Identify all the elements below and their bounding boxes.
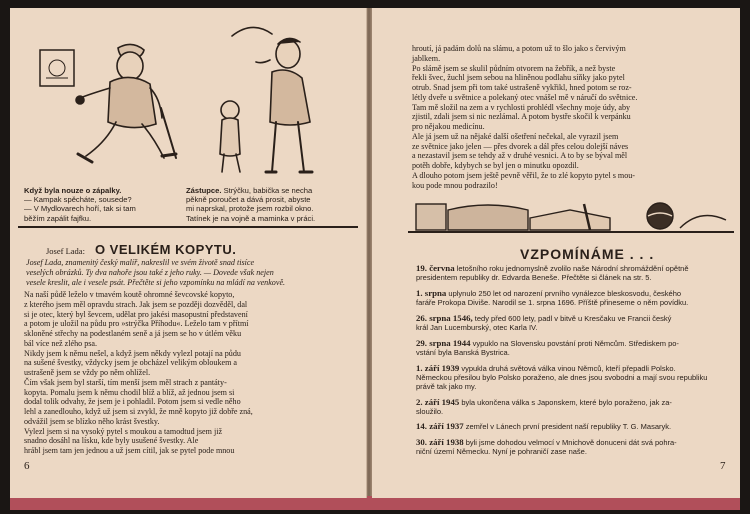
- body-line: snadno dosáhl na lísku, kde byly usušené švestky. Ale: [24, 436, 199, 446]
- body-line: létly dveře u světnice a polekaný otec vnášel mě v náručí do světnice.: [412, 92, 638, 102]
- body-line: z kterého jsem měl opravdu strach. Jak jsem se později dozvěděl, dal: [24, 299, 248, 309]
- body-line: skloněné střechy na podestlaném seně a já jsem se ho v útlém věku: [24, 329, 242, 338]
- entry-text: byli jsme dohodou velmocí v Mnichově donuceni dát svá pohra-: [463, 438, 677, 447]
- body-line: ustrašeně jsem se vždy po něm ohlížel.: [24, 368, 151, 377]
- entry-text: vypukla druhá světová válka vinou Němců, kteří přepadli Polsko.: [459, 364, 676, 373]
- entry-date: 30. září 1938: [416, 437, 464, 447]
- memories-heading: VZPOMÍNÁME . . .: [520, 246, 655, 262]
- entry-text: letošního roku jednomyslně zvolilo naše Národní shromáždění opětně: [454, 264, 689, 273]
- caption-matches-title: Když byla nouze o zápalky.: [24, 186, 122, 195]
- right-page: [372, 8, 740, 498]
- body-line: a potom je uložil na půdu pro »strýčka Příhodu«. Leželo tam v přítmí: [24, 319, 249, 329]
- body-line: řekli švec, žuchl jsem sebou na hliněnou podlahu síňky jako pytel: [412, 73, 625, 83]
- running-man-illustration: [58, 38, 188, 183]
- body-line: ze světnice jako jelen — přes dvorek a dál přes celou dolejší náves: [412, 141, 629, 151]
- body-line: lehl a zanedlouho, když už jsem si zvykl, že mně kopyto již dobře zná,: [24, 407, 253, 416]
- book-cover-edge: [10, 496, 740, 510]
- body-line: kopyta. Pomalu jsem k němu chodil blíž a blíž, až jednou jsem si: [24, 387, 235, 397]
- body-line: A dlouho potom jsem ještě pevně věřil, že to zlé kopyto pytel s mou-: [412, 170, 635, 180]
- caption-line: mi naprskal, protože jsem rozbil okno.: [186, 204, 314, 214]
- caption-line: pěkně poroučet a dává prosit, abyste: [186, 195, 311, 205]
- memories-banner-illustration: [408, 198, 734, 242]
- entry-date: 1. září 1939: [416, 363, 460, 373]
- intro-line: vesele kreslit, ale i vesele psát. Přečtěte si jeho vzpomínku na mládí na venkově.: [26, 277, 286, 287]
- entry-date: 29. srpna 1944: [416, 338, 471, 348]
- memory-entry: [416, 289, 736, 308]
- body-line: Čím však jsem byl starší, tím menší jsem měl strach z pantáty-: [24, 377, 227, 387]
- caption-line: Tatínek je na vojně a maminka v práci.: [186, 213, 316, 223]
- body-line: hrábl jsem tam jen jednou a už jsem cítil, jak se pytel pode mnou: [24, 446, 235, 455]
- article-author: Josef Lada:: [46, 246, 85, 256]
- article-title: O VELIKÉM KOPYTU.: [94, 242, 237, 257]
- body-line: dodal tolik odvahy, že jsem je i pohladil. Potom jsem si vedle něho: [24, 397, 241, 407]
- entry-text: král Jan Lucemburský, otec Karla IV.: [416, 322, 538, 332]
- entry-text: byla ukončena válka s Japonskem, které bylo poraženo, jak za-: [459, 398, 672, 407]
- body-line: na sušené švestky, vždycky jsem je obcházel velikým obloukem a: [24, 358, 238, 368]
- caption-line: — V Mydlovarech hoří, tak si tam: [24, 204, 136, 214]
- body-line: Vylezl jsem si na vysoký pytel s moukou a tamodtud jsem již: [24, 426, 223, 436]
- caption-line: Strýčku, babička se necha: [221, 186, 313, 195]
- entry-date: 1. srpna: [416, 288, 447, 298]
- body-line: Ale já jsem už na nějaké další ošetření nečekal, ale vyrazil jsem: [412, 131, 619, 141]
- article-intro: [26, 258, 285, 287]
- body-line: a nezastavil jsem se tehdy až v druhé vesnici. A to by se býval měl: [412, 151, 628, 161]
- body-line: si je otec, který byl ševcem, udělat pro jakési masopustní představení: [24, 309, 248, 319]
- intro-line: veselých obrázků. Ty dva nahoře jsou také z jeho ruky. — Dovede však nejen: [26, 267, 274, 277]
- caption-line: — Kampak spěcháte, sousede?: [24, 195, 132, 205]
- entry-date: 19. června: [416, 263, 455, 273]
- memory-entry: [416, 398, 736, 417]
- entry-date: 26. srpna 1546,: [416, 313, 473, 323]
- body-line: zjistil, zdali jsem si nic nezlámal. A potom bystře skočil k verpánku: [412, 112, 631, 122]
- memory-entry: [416, 264, 736, 283]
- entry-text: presidentem republiky dr. Edvarda Beneše. Přečtěte si článek na str. 5.: [416, 272, 652, 282]
- body-line: hroutí, já padám dolů na slámu, a potom už to šlo jako s červivým: [412, 44, 626, 53]
- page-number-left: 6: [24, 460, 30, 472]
- article-body-left: [24, 290, 253, 456]
- article-heading: [46, 241, 236, 259]
- caption-line: běžím zapálit fajfku.: [24, 213, 92, 223]
- entry-date: 14. září 1937: [416, 421, 464, 431]
- body-line: otrub. Snad jsem při tom také ustrašeně vykřikl, hned potom se roz-: [412, 83, 632, 92]
- article-body-right: [412, 44, 637, 190]
- body-line: kou pode mnou podrazilo!: [412, 180, 498, 190]
- memory-entry: [416, 339, 736, 358]
- entry-text: niční území Německu. Nyní je pohraničí zase naše.: [416, 446, 587, 456]
- body-line: odvážil jsem se blízko něho krást švestky.: [24, 416, 160, 426]
- memory-entry: [416, 314, 736, 333]
- caption-matches: [24, 186, 136, 223]
- entry-text: vstání byla Banská Bystrica.: [416, 347, 510, 357]
- caption-substitute-title: Zástupce.: [186, 186, 222, 195]
- entry-date: 2. září 1945: [416, 397, 460, 407]
- body-line: jablkem.: [412, 53, 441, 63]
- body-line: Nikdy jsem k němu nešel, a když jsem někdy vylezl potají na půdu: [24, 348, 241, 358]
- memory-entry: [416, 422, 736, 432]
- entry-text: Německou přesilou bylo Polsko poraženo, ale dnes jsou svobodni a mají svou republiku: [416, 372, 708, 382]
- divider-rule: [18, 226, 358, 228]
- memory-entry: [416, 364, 736, 392]
- caption-substitute: [186, 186, 315, 223]
- body-line: bál více než zlého psa.: [24, 338, 98, 348]
- body-line: potěh dobře, kdybych se byl jen o minutku opozdil.: [412, 161, 579, 170]
- memory-entry: [416, 438, 736, 457]
- entry-text: právě tak jako my.: [416, 381, 477, 391]
- entry-text: uplynulo 250 let od narození prvního vynálezce bleskosvodu, českého: [446, 289, 682, 298]
- entry-text: tedy před 600 lety, padl v bitvě u Kresčaku ve Francii český: [472, 314, 672, 323]
- left-page: [10, 8, 367, 498]
- body-line: Tam mě složil na zem a v rychlosti prohlédl všechny moje údy, aby: [412, 102, 631, 112]
- boy-and-man-illustration: [202, 26, 322, 184]
- body-line: pro nějakou medicínu.: [412, 122, 485, 131]
- entry-text: vypuklo na Slovensku povstání proti Němcům. Střediskem po-: [470, 339, 679, 348]
- entry-text: zemřel v Lánech první president naší republiky T. G. Masaryk.: [463, 422, 672, 431]
- entry-text: sloužilo.: [416, 406, 444, 416]
- intro-line: Josef Lada, znamenitý český malíř, nakreslil ve svém životě snad tisíce: [26, 258, 255, 267]
- entry-text: faráře Prokopa Diviše. Narodil se 1. srpna 1696. Příště přineseme o něm povídku.: [416, 297, 689, 307]
- page-number-right: 7: [720, 460, 726, 472]
- body-line: Po slámě jsem se skulil půdním otvorem na žebřík, a než byste: [412, 63, 616, 73]
- body-line: Na naší půdě leželo v tmavém koutě ohromné ševcovské kopyto,: [24, 290, 235, 299]
